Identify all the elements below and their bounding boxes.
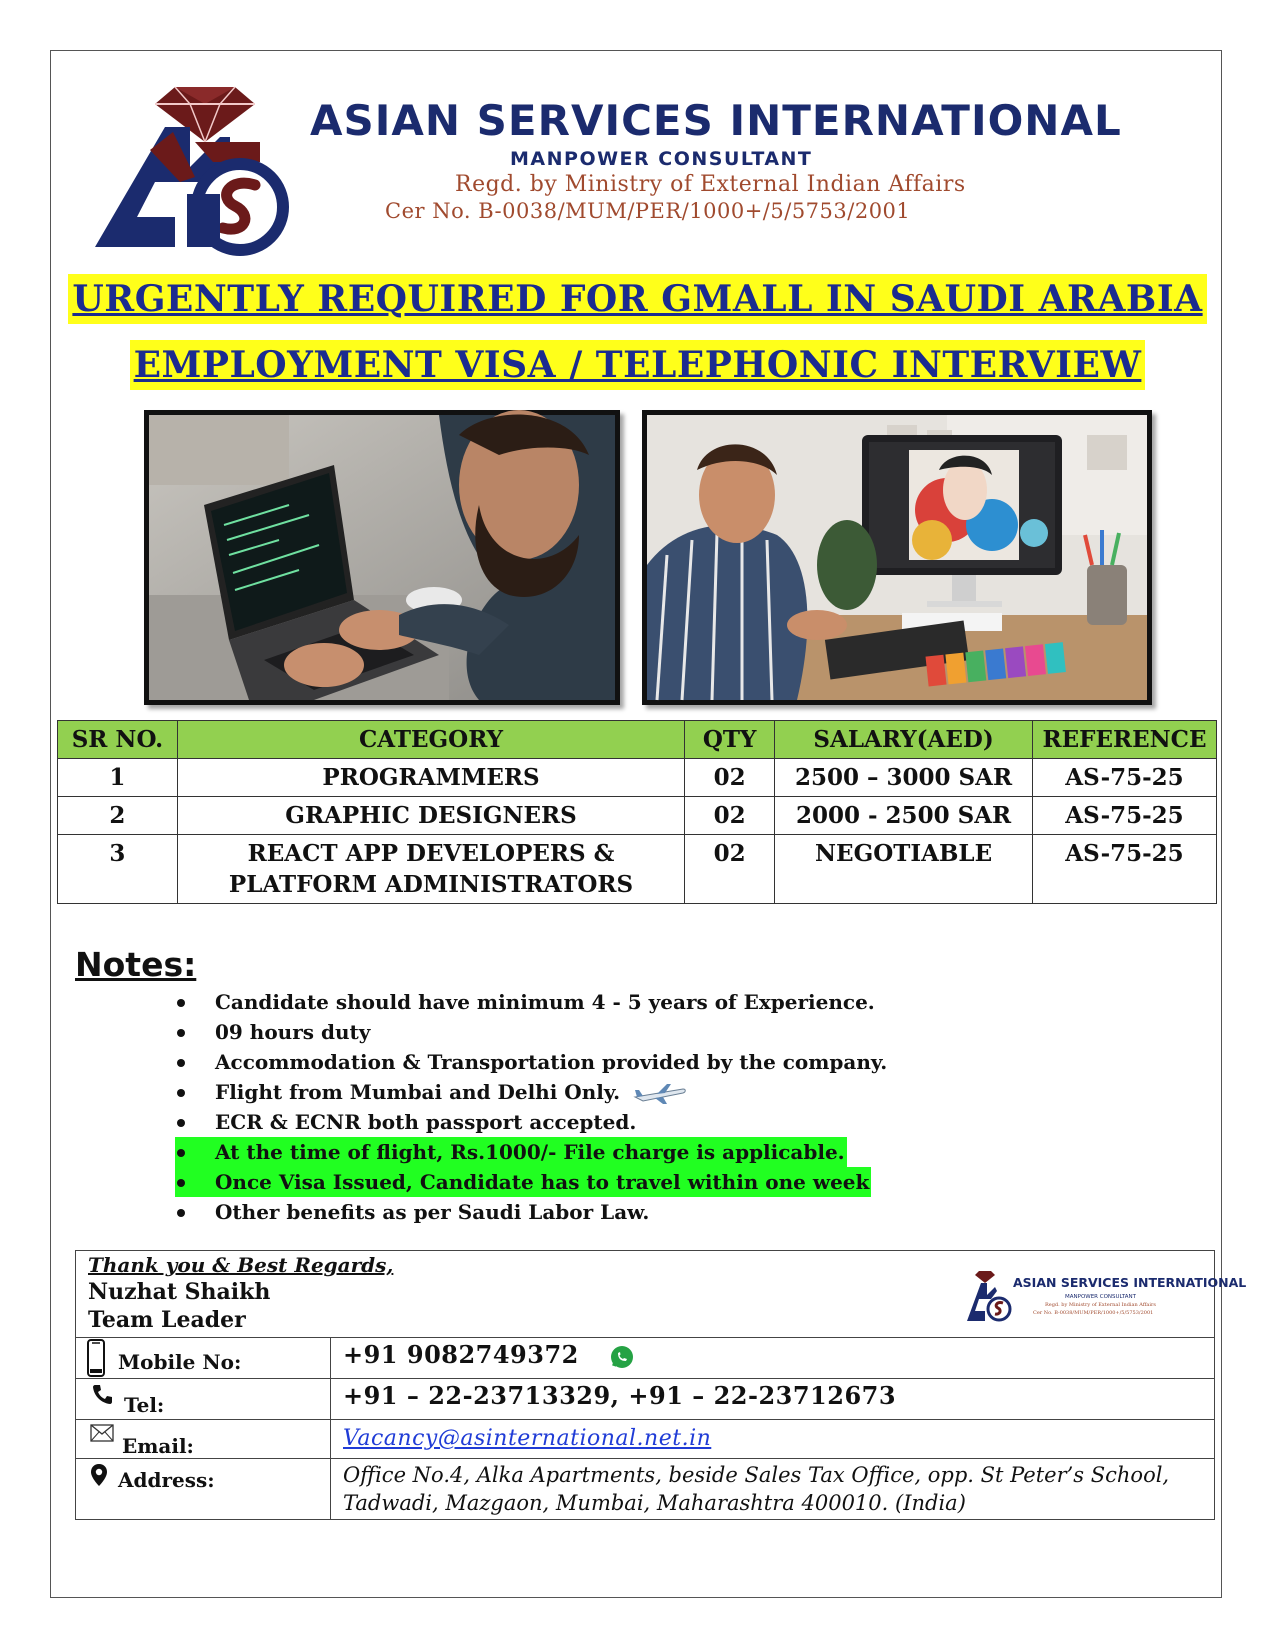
contact-row-address bbox=[76, 1459, 1214, 1519]
cell-reference: AS-75-25 bbox=[1032, 835, 1216, 904]
headline-visa-text: EMPLOYMENT VISA / TELEPHONIC INTERVIEW bbox=[130, 340, 1146, 390]
cell-salary: NEGOTIABLE bbox=[775, 835, 1033, 904]
note-text: Flight from Mumbai and Delhi Only. bbox=[215, 1080, 621, 1104]
contact-role: Team Leader bbox=[88, 1307, 246, 1333]
registration-text: Regd. by Ministry of External Indian Affairs bbox=[455, 172, 966, 197]
header-qty: QTY bbox=[685, 721, 775, 759]
table-row bbox=[58, 759, 1217, 797]
contact-block bbox=[75, 1250, 1247, 1520]
tel-numbers[interactable]: +91 – 22-23713329, +91 – 22-23712673 bbox=[343, 1381, 897, 1410]
address-label: Address: bbox=[118, 1468, 215, 1492]
note-text: 09 hours duty bbox=[215, 1020, 371, 1044]
address-line: Office No.4, Alka Apartments, beside Sales Tax Office, opp. St Peter’s School, bbox=[343, 1463, 1170, 1487]
note-text: Candidate should have minimum 4 - 5 years of Experience. bbox=[215, 990, 875, 1014]
whatsapp-icon[interactable] bbox=[610, 1345, 634, 1369]
notes-title: Notes: bbox=[75, 945, 197, 984]
company-header bbox=[310, 95, 1170, 225]
headline-urgent-text: URGENTLY REQUIRED FOR GMALL IN SAUDI ARABIA bbox=[68, 274, 1206, 324]
category-line: PLATFORM ADMINISTRATORS bbox=[228, 871, 634, 898]
notes-list bbox=[175, 987, 887, 1227]
header-salary: SALARY(AED) bbox=[775, 721, 1033, 759]
header-reference: REFERENCE bbox=[1032, 721, 1216, 759]
note-text: Accommodation & Transportation provided by the company. bbox=[215, 1050, 888, 1074]
table-row bbox=[58, 797, 1217, 835]
mobile-number[interactable]: +91 9082749372 bbox=[343, 1340, 579, 1369]
table-header-row bbox=[58, 721, 1217, 759]
note-text: At the time of flight, Rs.1000/- File charge is applicable. bbox=[215, 1140, 845, 1164]
category-line: REACT APP DEVELOPERS & bbox=[247, 840, 615, 867]
bullet-icon bbox=[177, 1029, 185, 1037]
airplane-icon bbox=[633, 1083, 687, 1105]
cell-sr: 3 bbox=[58, 835, 178, 904]
company-name: ASIAN SERVICES INTERNATIONAL bbox=[310, 96, 1122, 145]
email-link[interactable]: Vacancy@asinternational.net.in bbox=[343, 1426, 712, 1451]
company-logo bbox=[95, 82, 305, 257]
address-line: Tadwadi, Mazgaon, Mumbai, Maharashtra 400010. (India) bbox=[343, 1491, 966, 1515]
bullet-icon bbox=[177, 1149, 185, 1157]
note-text: ECR & ECNR both passport accepted. bbox=[215, 1110, 637, 1134]
note-text: Once Visa Issued, Candidate has to travel within one week bbox=[215, 1170, 870, 1194]
cell-reference: AS-75-25 bbox=[1032, 797, 1216, 835]
map-pin-icon bbox=[90, 1463, 108, 1487]
svg-text:Regd. by Ministry of External: Regd. by Ministry of External Indian Affairs bbox=[1045, 1302, 1156, 1308]
email-value-cell bbox=[331, 1420, 1214, 1458]
mobile-value-cell bbox=[331, 1338, 1214, 1378]
note-item bbox=[175, 987, 887, 1017]
note-item bbox=[175, 1107, 887, 1137]
note-text: Other benefits as per Saudi Labor Law. bbox=[215, 1200, 650, 1224]
signature-section bbox=[76, 1251, 1247, 1338]
headline-visa bbox=[0, 344, 1275, 386]
note-item bbox=[175, 1197, 887, 1227]
address-value-cell bbox=[331, 1459, 1214, 1519]
tel-label-cell bbox=[76, 1379, 331, 1419]
headline-urgent bbox=[0, 278, 1275, 320]
certificate-number: Cer No. B-0038/MUM/PER/1000+/5/5753/2001 bbox=[385, 199, 911, 223]
bullet-icon bbox=[177, 1089, 185, 1097]
note-item-highlighted bbox=[175, 1167, 871, 1197]
note-item-highlighted bbox=[175, 1137, 847, 1167]
jobs-table bbox=[57, 720, 1217, 904]
cell-qty: 02 bbox=[685, 835, 775, 904]
table-row bbox=[58, 835, 1217, 904]
email-label: Email: bbox=[122, 1434, 194, 1458]
cell-salary: 2000 - 2500 SAR bbox=[775, 797, 1033, 835]
note-item bbox=[175, 1077, 887, 1107]
cell-category: PROGRAMMERS bbox=[177, 759, 684, 797]
bullet-icon bbox=[177, 1119, 185, 1127]
contact-row-tel bbox=[76, 1379, 1214, 1420]
bullet-icon bbox=[177, 1059, 185, 1067]
email-label-cell bbox=[76, 1420, 331, 1458]
header-sr-no: SR NO. bbox=[58, 721, 178, 759]
photo-graphic-designer bbox=[642, 410, 1152, 705]
telephone-icon bbox=[92, 1383, 114, 1405]
contact-row-mobile bbox=[76, 1338, 1214, 1379]
contact-name: Nuzhat Shaikh bbox=[88, 1279, 271, 1305]
note-item bbox=[175, 1047, 887, 1077]
address-label-cell bbox=[76, 1459, 331, 1519]
contact-row-email bbox=[76, 1420, 1214, 1459]
bullet-icon bbox=[177, 1209, 185, 1217]
mobile-label: Mobile No: bbox=[118, 1350, 242, 1374]
bullet-icon bbox=[177, 1179, 185, 1187]
envelope-icon bbox=[90, 1424, 114, 1442]
cell-reference: AS-75-25 bbox=[1032, 759, 1216, 797]
cell-sr: 2 bbox=[58, 797, 178, 835]
company-subtitle: MANPOWER CONSULTANT bbox=[510, 148, 813, 170]
photo-programmer bbox=[144, 410, 620, 705]
cell-salary: 2500 – 3000 SAR bbox=[775, 759, 1033, 797]
cell-category bbox=[177, 835, 684, 904]
svg-text:Cer No. B-0038/MUM/PER/1000+/5: Cer No. B-0038/MUM/PER/1000+/5/5753/2001 bbox=[1033, 1310, 1154, 1316]
cell-qty: 02 bbox=[685, 759, 775, 797]
tel-label: Tel: bbox=[124, 1393, 165, 1417]
bullet-icon bbox=[177, 999, 185, 1007]
tel-value-cell bbox=[331, 1379, 1214, 1419]
mobile-phone-icon bbox=[86, 1339, 106, 1377]
company-logo-small bbox=[965, 1269, 1247, 1324]
note-item bbox=[175, 1017, 887, 1047]
header-category: CATEGORY bbox=[177, 721, 684, 759]
mobile-label-cell bbox=[76, 1338, 331, 1378]
cell-qty: 02 bbox=[685, 797, 775, 835]
cell-sr: 1 bbox=[58, 759, 178, 797]
closing-line: Thank you & Best Regards, bbox=[88, 1253, 394, 1277]
svg-text:ASIAN SERVICES INTERNATIONAL: ASIAN SERVICES INTERNATIONAL bbox=[1013, 1275, 1247, 1290]
svg-text:MANPOWER CONSULTANT: MANPOWER CONSULTANT bbox=[1065, 1294, 1137, 1300]
cell-category: GRAPHIC DESIGNERS bbox=[177, 797, 684, 835]
